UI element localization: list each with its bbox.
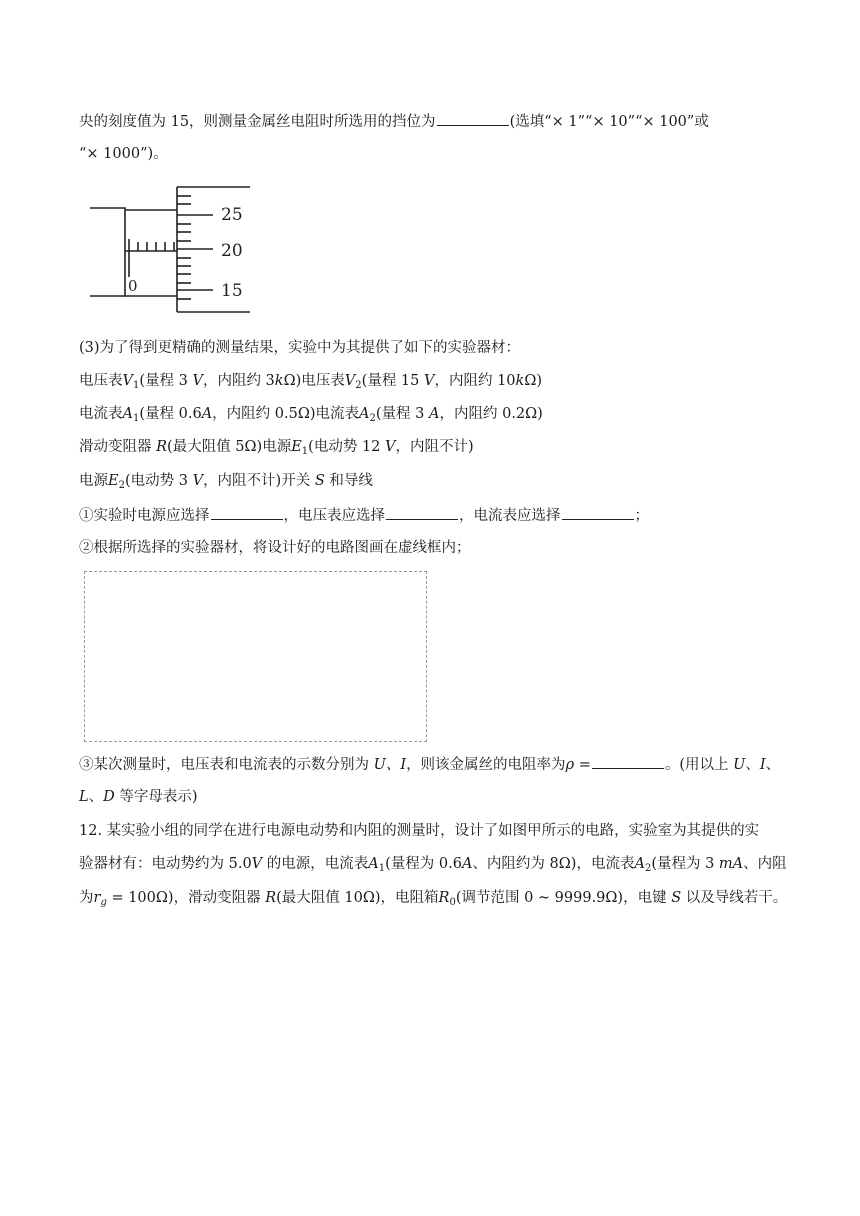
zero-label: 0 (128, 277, 138, 295)
q12-line1: 12. 某实验小组的同学在进行电源电动势和内阻的测量时，设计了如图甲所示的电路，实验室为其提供的实 (79, 823, 760, 839)
question-1: ①实验时电源应选择 ，电压表应选择 ，电流表应选择 ； (79, 505, 649, 526)
q11-tail-line2 (79, 144, 168, 164)
answer-blank-ammeter (562, 505, 634, 520)
text: 央的刻度值为 15，则测量金属丝电阻时所选用的挡位为 (79, 114, 436, 130)
scale-label-20: 20 (221, 241, 243, 261)
text: “× 1000”)。 (79, 146, 168, 162)
q12-line2: 验器材有：电动势约为 5.0V 的电源，电流表$A_1$(量程为 0.6A、内阻约为 8Ω)，电流表$A_2$(量程为 3 mA、内阻 (79, 856, 787, 874)
equipment-line-4: 电源$E_2$(电动势 3 V，内阻不计)开关 S 和导线 (79, 473, 373, 491)
question-3-line2: L、D 等字母表示) (79, 789, 198, 805)
answer-blank-voltmeter (386, 505, 458, 520)
answer-blank-resistivity (592, 754, 664, 769)
text: (选填“× 1”“× 10”“× 100”或 (509, 114, 709, 130)
equipment-line-3: 滑动变阻器 R(最大阻值 5Ω)电源$E_1$(电动势 12 V，内阻不计) (79, 439, 474, 457)
micrometer-figure (88, 183, 263, 315)
question-3-line1: ③某次测量时，电压表和电流表的示数分别为 U、I，则该金属丝的电阻率为ρ = 。(用以上 U、I、 (79, 754, 780, 775)
answer-blank-source (211, 505, 283, 520)
answer-blank-range (437, 111, 509, 126)
part3-intro (79, 338, 520, 358)
q12-line3: 为$r_g = 100\Omega$)，滑动变阻器 R(最大阻值 10Ω)，电阻箱$R_0$(调节范围 0 ~ 9999.9Ω)，电键 S 以及导线若干。 (79, 890, 788, 908)
text: (3)为了得到更精确的测量结果，实验中为其提供了如下的实验器材： (79, 340, 521, 356)
equipment-line-2: 电流表$A_1$(量程 0.6A，内阻约 0.5Ω)电流表$A_2$(量程 3 A，内阻约 0.2Ω) (79, 406, 543, 424)
circuit-drawing-box (84, 571, 427, 742)
question-2: ②根据所选择的实验器材，将设计好的电路图画在虚线框内； (79, 540, 471, 556)
scale-label-15: 15 (221, 281, 243, 301)
q11-tail-line1 (79, 111, 709, 132)
scale-label-25: 25 (221, 205, 243, 225)
equipment-line-1: 电压表$V_1$(量程 3 V，内阻约 3kΩ)电压表$V_2$(量程 15 V，内阻约 10kΩ) (79, 373, 543, 391)
